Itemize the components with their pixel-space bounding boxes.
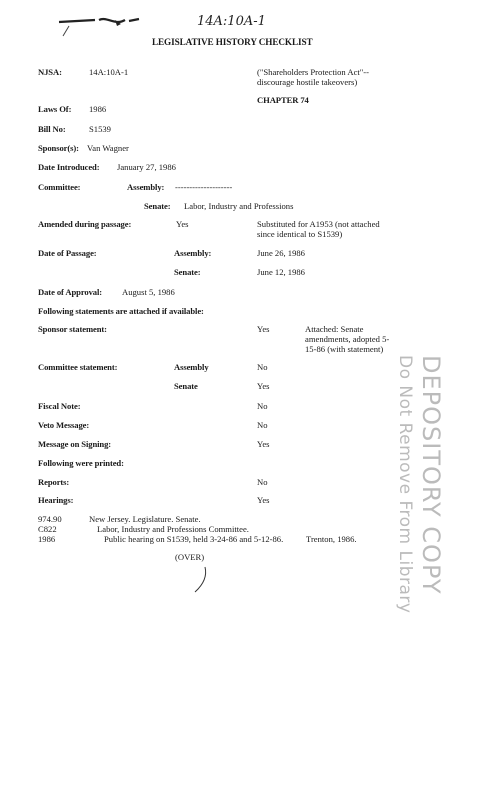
date-of-approval-value: August 5, 1986 [122,287,175,297]
sponsor-value: Van Wagner [87,143,129,153]
laws-of-label: Laws Of: [38,104,72,114]
passage-assembly-label: Assembly: [174,248,212,258]
catalog-entry-line-3: Public hearing on S1539, held 3-24-86 and 5-12-86. [104,534,284,544]
date-introduced-value: January 27, 1986 [117,162,176,172]
committee-assembly-value: -------------------- [175,182,233,192]
printed-heading: Following were printed: [38,458,124,468]
sponsor-statement-value: Yes [257,324,270,334]
njsa-label: NJSA: [38,67,62,77]
message-on-signing-value: Yes [257,439,270,449]
amended-value: Yes [176,219,189,229]
chapter-number: CHAPTER 74 [257,95,309,105]
committee-statement-senate-value: Yes [257,381,270,391]
laws-of-value: 1986 [89,104,107,114]
passage-senate-value: June 12, 1986 [257,267,305,277]
catalog-entry-line-1: New Jersey. Legislature. Senate. [89,514,201,524]
committee-statement-assembly-value: No [257,362,268,372]
committee-label: Committee: [38,182,81,192]
scribble-mark [55,12,145,38]
reports-value: No [257,477,268,487]
handwritten-reference: 14A:10A-1 [197,14,266,29]
stamp-line-1: DEPOSITORY COPY [417,355,445,595]
passage-assembly-value: June 26, 1986 [257,248,305,258]
sponsor-statement-label: Sponsor statement: [38,324,107,334]
committee-statement-label: Committee statement: [38,362,118,372]
depository-stamp [395,355,445,613]
catalog-entry-line-3b: Trenton, 1986. [306,534,357,544]
sponsor-label: Sponsor(s): [38,143,79,153]
catalog-entry-line-2: Labor, Industry and Professions Committee. [97,524,249,534]
veto-message-value: No [257,420,268,430]
committee-assembly-label: Assembly: [127,182,165,192]
statements-heading: Following statements are attached if available: [38,306,204,316]
passage-senate-label: Senate: [174,267,201,277]
page-title: LEGISLATIVE HISTORY CHECKLIST [152,37,313,47]
message-on-signing-label: Message on Signing: [38,439,112,449]
catalog-call-number-1: 974.90 [38,514,62,524]
subject-line-1: ("Shareholders Protection Act"-- [257,67,370,77]
hearings-value: Yes [257,495,270,505]
over-note: (OVER) [175,552,205,562]
veto-message-label: Veto Message: [38,420,90,430]
catalog-call-number-3: 1986 [38,534,56,544]
committee-senate-label: Senate: [144,201,171,211]
reports-label: Reports: [38,477,70,487]
fiscal-note-value: No [257,401,268,411]
sponsor-statement-note-line-2: amendments, adopted 5- [305,334,390,344]
fiscal-note-label: Fiscal Note: [38,401,81,411]
amended-label: Amended during passage: [38,219,132,229]
catalog-call-number-2: C822 [38,524,57,534]
date-of-approval-label: Date of Approval: [38,287,103,297]
amended-note-line-1: Substituted for A1953 (not attached [257,219,380,229]
committee-statement-assembly-label: Assembly [174,362,209,372]
bill-no-value: S1539 [89,124,111,134]
sponsor-statement-note-line-1: Attached: Senate [305,324,364,334]
stamp-line-2: Do Not Remove From Library [395,355,415,614]
hearings-label: Hearings: [38,495,74,505]
pen-stroke [191,565,211,595]
date-introduced-label: Date Introduced: [38,162,100,172]
committee-senate-value: Labor, Industry and Professions [184,201,294,211]
date-of-passage-label: Date of Passage: [38,248,97,258]
subject-line-2: discourage hostile takeovers) [257,77,358,87]
sponsor-statement-note-line-3: 15-86 (with statement) [305,344,384,354]
njsa-value: 14A:10A-1 [89,67,129,77]
bill-no-label: Bill No: [38,124,66,134]
committee-statement-senate-label: Senate [174,381,198,391]
amended-note-line-2: since identical to S1539) [257,229,343,239]
